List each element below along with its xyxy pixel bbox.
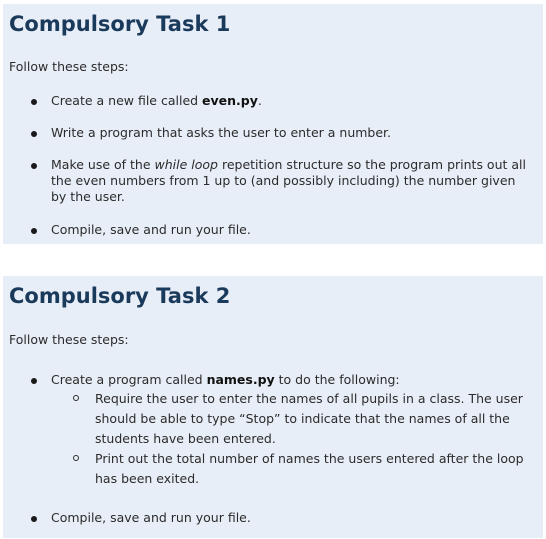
task-1-step-3 xyxy=(31,157,531,205)
step-text-end: to do the following: xyxy=(274,372,400,387)
bullet-icon xyxy=(31,131,37,137)
sub-bullet-icon xyxy=(73,455,79,461)
task-1-title: Compulsory Task 1 xyxy=(9,12,231,36)
bullet-icon xyxy=(31,163,37,169)
task-1-section xyxy=(3,4,543,244)
step-text: Compile, save and run your file. xyxy=(51,222,251,237)
bullet-icon xyxy=(31,516,37,522)
bullet-icon xyxy=(31,99,37,105)
task-2-intro: Follow these steps: xyxy=(9,332,129,347)
task-2-section xyxy=(3,276,543,538)
bullet-icon xyxy=(31,228,37,234)
task-2-step-1 xyxy=(31,372,531,388)
task-2-step-2 xyxy=(31,510,531,526)
file-name: even.py xyxy=(202,93,258,108)
substep-text: Require the user to enter the names of all pupils in a class. The user should be able to type “Stop” to indicate that the names of all the students have been entered. xyxy=(95,391,523,446)
task-1-intro: Follow these steps: xyxy=(9,59,129,74)
task-2-substep-1 xyxy=(73,389,533,449)
task-1-step-2 xyxy=(31,125,531,141)
step-text-end: . xyxy=(257,93,262,108)
file-name: names.py xyxy=(206,372,275,387)
bullet-icon xyxy=(31,378,37,384)
sub-bullet-icon xyxy=(73,395,79,401)
task-2-title: Compulsory Task 2 xyxy=(9,284,231,308)
step-text: Write a program that asks the user to enter a number. xyxy=(51,125,392,140)
task-2-substep-2 xyxy=(73,449,533,489)
substep-text: Print out the total number of names the users entered after the loop has been exited. xyxy=(95,451,524,486)
step-text-end: repetition structure so the program prints out all the even numbers from 1 up to (and possibly including) the number given by the user. xyxy=(51,157,526,204)
emphasis-text: while loop xyxy=(154,157,218,172)
step-text: Create a new file called xyxy=(51,93,203,108)
step-text: Compile, save and run your file. xyxy=(51,510,251,525)
task-1-step-4 xyxy=(31,222,531,238)
step-text: Make use of the xyxy=(51,157,155,172)
step-text: Create a program called xyxy=(51,372,207,387)
task-1-step-1 xyxy=(31,93,531,109)
